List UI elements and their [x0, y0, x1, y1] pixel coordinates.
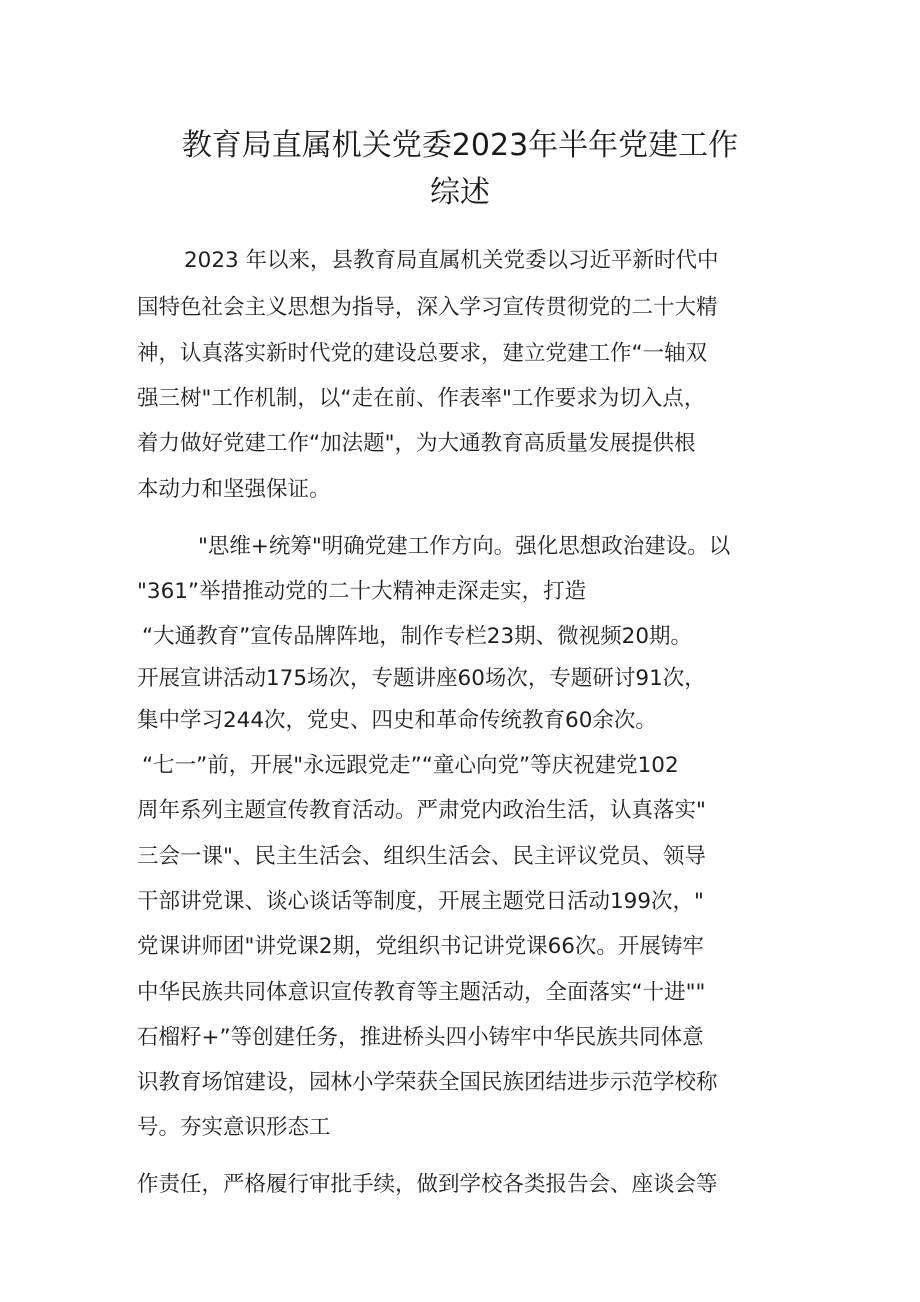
body-line: "361”举措推动党的二十大精神走深走实，打造	[137, 579, 587, 604]
body-line: 国特色社会主义思想为指导，深入学习宣传贯彻党的二十大精	[137, 295, 718, 320]
body-line: 识教育场馆建设，园林小学荣获全国民族团结进步示范学校称	[137, 1070, 718, 1095]
body-line: 中华民族共同体意识宣传教育等主题活动，全面落实“十进""	[137, 980, 706, 1005]
body-line: 强三树"工作机制，以“走在前、作表率"工作要求为切入点，	[137, 386, 706, 411]
body-line: 着力做好党建工作“加法题"，为大通教育高质量发展提供根	[137, 431, 696, 456]
body-line: 三会一课"、民主生活会、组织生活会、民主评议党员、领导	[137, 844, 706, 869]
body-line: 作责任，严格履行审批手续，做到学校各类报告会、座谈会等	[137, 1172, 718, 1197]
body-line: 干部讲党课、谈心谈话等制度，开展主题党日活动199次，"	[137, 889, 704, 914]
body-line: 石榴籽+”等创建任务，推进桥头四小铸牢中华民族共同体意	[137, 1025, 704, 1050]
body-line: 党课讲师团"讲党课2期，党组织书记讲党课66次。开展铸牢	[137, 934, 704, 959]
body-line: “大通教育”宣传品牌阵地，制作专栏23期、微视频20期。	[142, 624, 692, 649]
body-line: 集中学习244次，党史、四史和革命传统教育60余次。	[137, 708, 657, 733]
body-line: "思维+统筹"明确党建工作方向。强化思想政治建设。以	[198, 534, 731, 559]
body-line: 开展宣讲活动175场次，专题讲座60场次，专题研讨91次，	[137, 666, 706, 691]
document-title-line-2: 综述	[430, 175, 490, 210]
body-line: 2023 年以来，县教育局直属机关党委以习近平新时代中	[184, 248, 719, 273]
body-line: 号。夯实意识形态工	[137, 1115, 331, 1140]
body-line: 本动力和坚强保证。	[137, 477, 331, 502]
document-title-line-1: 教育局直属机关党委2023年半年党建工作	[181, 128, 739, 163]
body-line: 周年系列主题宣传教育活动。严肃党内政治生活，认真落实"	[137, 798, 706, 823]
body-line: “七一”前，开展"永远跟党走”“童心向党”等庆祝建党102	[142, 753, 679, 778]
body-line: 神，认真落实新时代党的建设总要求，建立党建工作“一轴双	[137, 341, 708, 366]
